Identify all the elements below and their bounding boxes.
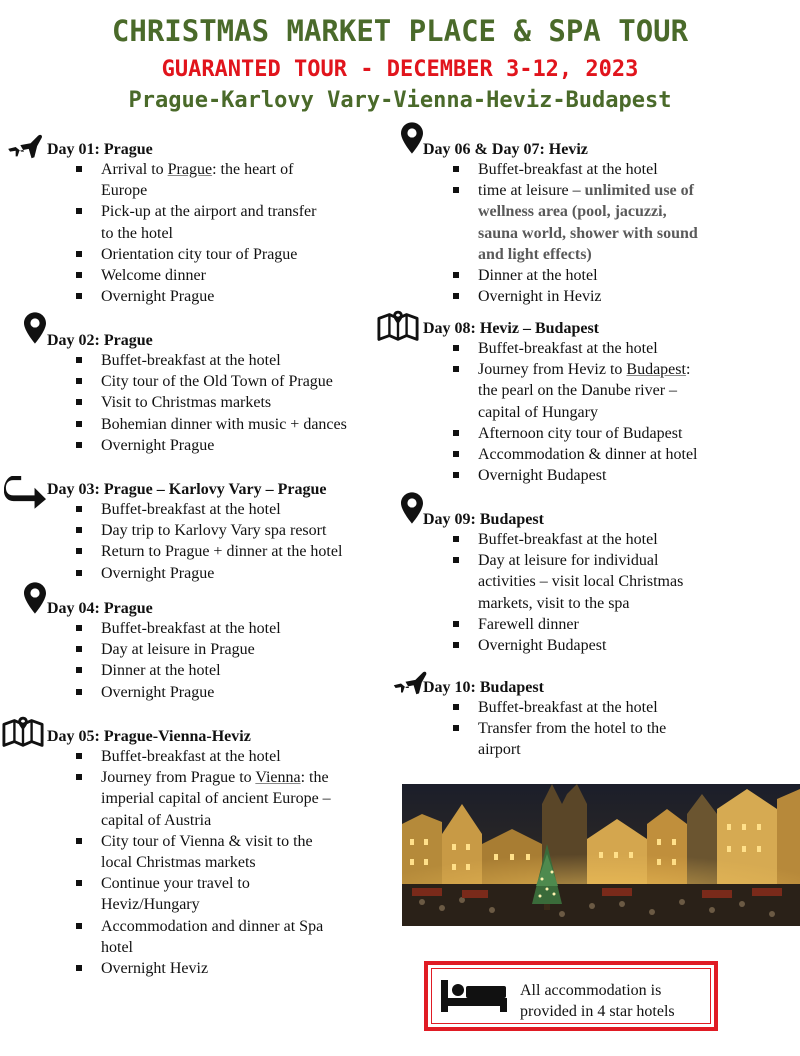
location-pin-icon [401, 122, 423, 154]
list-item: time at leisure – unlimited use of wellness area (pool, jacuzzi, sauna world, shower with sound and light effects) [478, 180, 778, 265]
return-arrow-icon [4, 476, 46, 509]
list-item: Pick-up at the airport and transfer to the hotel [101, 201, 361, 243]
day-items [478, 697, 778, 761]
map-icon [2, 716, 44, 748]
accommodation-notice [424, 961, 718, 1031]
day-title: Day 01: Prague [47, 141, 153, 158]
list-item: Overnight Budapest [478, 465, 778, 486]
list-item: Journey from Prague to Vienna: the imperial capital of ancient Europe – capital of Austria [101, 767, 391, 831]
list-item: Day trip to Karlovy Vary spa resort [101, 520, 401, 541]
day-title: Day 10: Budapest [423, 679, 544, 696]
list-item: Overnight Prague [101, 563, 401, 584]
list-item: Dinner at the hotel [478, 265, 778, 286]
day-items [478, 529, 778, 656]
map-icon [377, 310, 419, 342]
list-item: Accommodation & dinner at hotel [478, 444, 778, 465]
list-item: Farewell dinner [478, 614, 778, 635]
day-items [101, 618, 401, 703]
day-title: Day 08: Heviz – Budapest [423, 320, 599, 337]
list-item: City tour of Vienna & visit to the local Christmas markets [101, 831, 391, 873]
location-pin-icon [401, 492, 423, 524]
day-title: Day 06 & Day 07: Heviz [423, 141, 588, 158]
list-item: Buffet-breakfast at the hotel [101, 618, 401, 639]
day-items [478, 159, 778, 307]
list-item: Overnight Budapest [478, 635, 778, 656]
list-item: Bohemian dinner with music + dances [101, 414, 401, 435]
list-item: Continue your travel to Heviz/Hungary [101, 873, 391, 915]
route-line: Prague-Karlovy Vary-Vienna-Heviz-Budapest [128, 88, 672, 113]
christmas-market-photo [402, 784, 800, 926]
location-pin-icon [24, 312, 46, 344]
list-item: Buffet-breakfast at the hotel [478, 529, 778, 550]
list-item: Transfer from the hotel to the airport [478, 718, 778, 760]
list-item: Journey from Heviz to Budapest: the pearl on the Danube river – capital of Hungary [478, 359, 778, 423]
list-item: Dinner at the hotel [101, 660, 401, 681]
list-item: Orientation city tour of Prague [101, 244, 361, 265]
list-item: Return to Prague + dinner at the hotel [101, 541, 401, 562]
notice-text: All accommodation is provided in 4 star hotels [520, 982, 675, 1020]
list-item: Visit to Christmas markets [101, 392, 401, 413]
list-item: Buffet-breakfast at the hotel [101, 746, 391, 767]
list-item: Buffet-breakfast at the hotel [478, 159, 778, 180]
list-item: Arrival to Prague: the heart of Europe [101, 159, 361, 201]
list-item: Overnight Heviz [101, 958, 391, 979]
page-subtitle: GUARANTED TOUR - DECEMBER 3-12, 2023 [161, 57, 639, 82]
day-items [101, 746, 391, 979]
day-items [478, 338, 778, 486]
day-title: Day 02: Prague [47, 332, 153, 349]
list-item: Buffet-breakfast at the hotel [478, 338, 778, 359]
location-pin-icon [24, 582, 46, 614]
list-item: Overnight Prague [101, 286, 361, 307]
day-title: Day 04: Prague [47, 600, 153, 617]
list-item: City tour of the Old Town of Prague [101, 371, 401, 392]
day-items [101, 159, 361, 307]
list-item: Day at leisure in Prague [101, 639, 401, 660]
day-title: Day 09: Budapest [423, 511, 544, 528]
list-item: Overnight Prague [101, 682, 401, 703]
day-title: Day 03: Prague – Karlovy Vary – Prague [47, 481, 327, 498]
list-item: Accommodation and dinner at Spa hotel [101, 916, 391, 958]
list-item: Buffet-breakfast at the hotel [101, 499, 401, 520]
day-items [101, 350, 401, 456]
day-title: Day 05: Prague-Vienna-Heviz [47, 728, 251, 745]
list-item: Overnight Prague [101, 435, 401, 456]
day-items [101, 499, 401, 584]
bed-icon [440, 979, 508, 1013]
list-item: Buffet-breakfast at the hotel [478, 697, 778, 718]
list-item: Welcome dinner [101, 265, 361, 286]
list-item: Afternoon city tour of Budapest [478, 423, 778, 444]
page-title: CHRISTMAS MARKET PLACE & SPA TOUR [111, 14, 689, 48]
list-item: Buffet-breakfast at the hotel [101, 350, 401, 371]
list-item: Day at leisure for individual activities – visit local Christmas markets, visit to the spa [478, 550, 778, 614]
airplane-icon [6, 133, 44, 161]
list-item: Overnight in Heviz [478, 286, 778, 307]
